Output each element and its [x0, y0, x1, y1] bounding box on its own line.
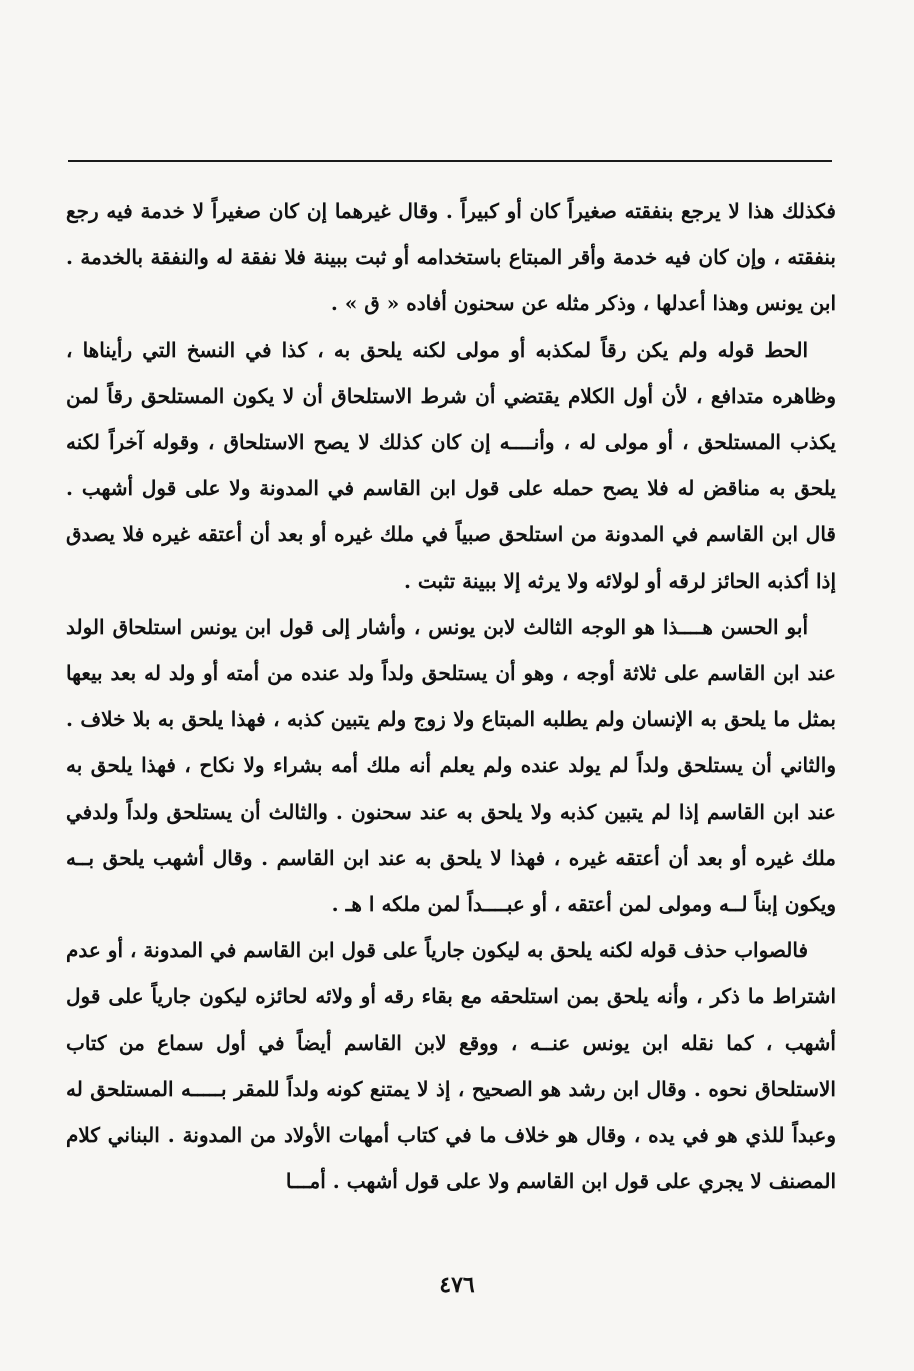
paragraph-1: فكذلك هذا لا يرجع بنفقته صغيراً كان أو كبيراً . وقال غيرهما إن كان صغيراً لا خدمة فيه رجع بنفقته ، وإن كان فيه خدمة وأقر المبتاع باستخدامه أو ثبت ببينة فلا نفقة له والنفقة بالخدمة . ابن يونس وهذا أعدلها ، وذكر مثله عن سحنون أفاده « ق » . — [66, 199, 836, 316]
paragraph-3: أبو الحسن هــــذا هو الوجه الثالث لابن يونس ، وأشار إلى قول ابن يونس استلحاق الولد عند ابن القاسم على ثلاثة أوجه ، وهو أن يستلحق ولداً ولد عنده من أمته أو ولد له بعد بيعها بمثل ما يلحق به الإنسان ولم يطلبه المبتاع ولا زوج ولم يتبين كذبه ، فهذا يلحق به بلا خلاف . والثاني أن يستلحق ولداً لم يولد عنده ولم يعلم أنه ملك أمه بشراء ولا نكاح ، فهذا يلحق به عند ابن القاسم إذا لم يتبين كذبه ولا يلحق به عند سحنون . والثالث أن يستلحق ولداً ولدفي ملك غيره أو بعد أن أعتقه غيره ، فهذا لا يلحق به عند ابن القاسم . وقال أشهب يلحق بــه ويكون إبناً لــه ومولى لمن أعتقه ، أو عبــــداً لمن ملكه ا هـ . — [66, 614, 836, 917]
paragraph-4: فالصواب حذف قوله لكنه يلحق به ليكون جارياً على قول ابن القاسم في المدونة ، أو عدم اشتراط ما ذكر ، وأنه يلحق بمن استلحقه مع بقاء رقه أو ولائه لحائزه ليكون جارياً على قول أشهب ، كما نقله ابن يونس عنــه ، ووقع لابن القاسم أيضاً في أول سماع من كتاب الاستلحاق نحوه . وقال ابن رشد هو الصحيح ، إذ لا يمتنع كونه ولداً للمقر بـــــه المستلحق له وعبداً للذي هو في يده ، وقال هو خلاف ما في كتاب أمهات الأولاد من المدونة . البناني كلام المصنف لا يجري على قول ابن القاسم ولا على قول أشهب . أمـــا — [66, 938, 836, 1194]
page-number: ٤٧٦ — [439, 1272, 475, 1298]
header-rule — [68, 160, 832, 162]
paragraph-2: الحط قوله ولم يكن رقاً لمكذبه أو مولى لكنه يلحق به ، كذا في النسخ التي رأيناها ، وظاهره متدافع ، لأن أول الكلام يقتضي أن شرط الاستلحاق أن لا يكون المستلحق رقاً لمن يكذب المستلحق ، أو مولى له ، وأنــــه إن كان كذلك لا يصح الاستلحاق ، وقوله آخراً لكنه يلحق به مناقض له فلا يصح حمله على قول ابن القاسم في المدونة ولا على قول أشهب . قال ابن القاسم في المدونة من استلحق صبياً في ملك غيره أو بعد أن أعتقه غيره فلا يصدق إذا أكذبه الحائز لرقه أو لولائه ولا يرثه إلا ببينة تثبت . — [66, 337, 836, 593]
body-text — [66, 188, 836, 1204]
